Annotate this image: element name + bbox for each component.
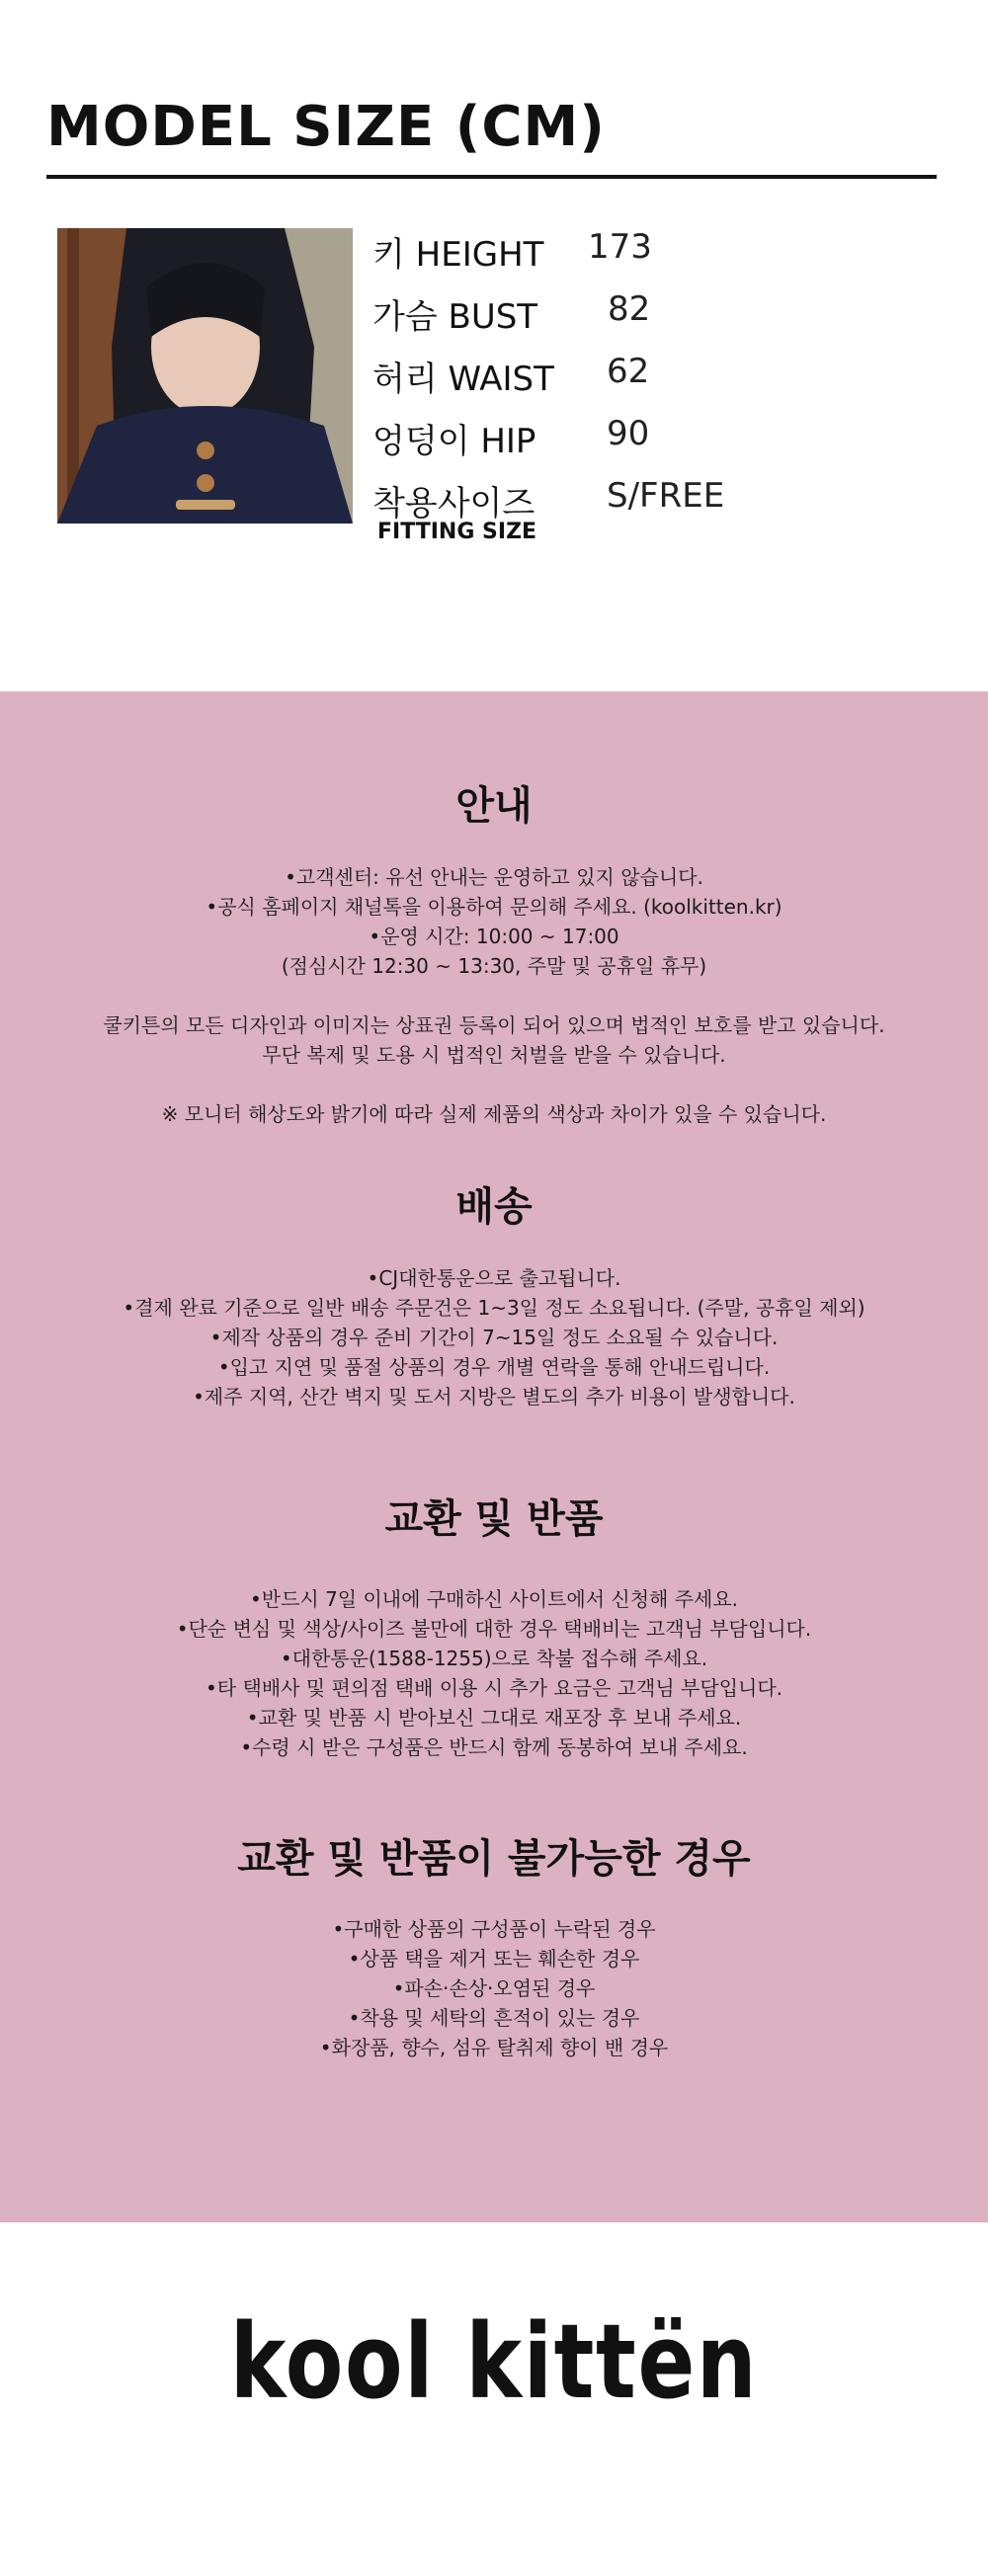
exchange-line: •대한통운(1588-1255)으로 착불 접수해 주세요. xyxy=(280,1647,708,1670)
unavailable-line: •구매한 상품의 구성품이 누락된 경우 xyxy=(332,1917,656,1941)
notice-line: 쿨키튼의 모든 디자인과 이미지는 상표권 등록이 되어 있으며 법적인 보호를 받고 있습니다. xyxy=(103,1013,885,1037)
size-sublabel: FITTING SIZE xyxy=(377,520,537,544)
size-label: 엉덩이 HIP xyxy=(372,422,536,461)
delivery-line: •CJ대한통운으로 출고됩니다. xyxy=(367,1266,621,1290)
notice-title: 안내 xyxy=(455,783,533,829)
delivery-line: •제작 상품의 경우 준비 기간이 7~15일 정도 소요될 수 있습니다. xyxy=(209,1326,779,1349)
notice-line: •운영 시간: 10:00 ~ 17:00 xyxy=(369,925,619,948)
size-label: 가슴 BUST xyxy=(372,297,538,337)
unavailable-line: •착용 및 세탁의 흔적이 있는 경우 xyxy=(348,2006,640,2030)
model-photo xyxy=(57,228,353,523)
size-label: 키 HEIGHT xyxy=(372,235,544,275)
unavailable-line: •파손·손상·오염된 경우 xyxy=(392,1976,596,2000)
size-value: 173 xyxy=(588,227,652,267)
delivery-line: •결제 완료 기준으로 일반 배송 주문건은 1~3일 정도 소요됩니다. (주말, 공휴일 제외) xyxy=(123,1296,865,1320)
brand-logo: kool kittën xyxy=(229,2301,759,2422)
size-label: 착용사이즈 xyxy=(372,484,535,523)
notice-line: 무단 복제 및 도용 시 법적인 처벌을 받을 수 있습니다. xyxy=(262,1043,726,1067)
unavailable-line: •상품 택을 제거 또는 훼손한 경우 xyxy=(348,1947,640,1971)
size-value: 62 xyxy=(607,352,650,391)
notice-line: •공식 홈페이지 채널톡을 이용하여 문의해 주세요. (koolkitten.kr) xyxy=(206,895,782,919)
exchange-line: •단순 변심 및 색상/사이즈 불만에 대한 경우 택배비는 고객님 부담입니다. xyxy=(176,1617,812,1641)
delivery-title: 배송 xyxy=(455,1184,533,1230)
exchange-line: •반드시 7일 이내에 구매하신 사이트에서 신청해 주세요. xyxy=(249,1587,739,1611)
exchange-title: 교환 및 반품 xyxy=(384,1496,604,1542)
delivery-line: •입고 지연 및 품절 상품의 경우 개별 연락을 통해 안내드립니다. xyxy=(217,1355,771,1379)
exchange-line: •교환 및 반품 시 받아보신 그대로 재포장 후 보내 주세요. xyxy=(246,1706,742,1730)
exchange-line: •타 택배사 및 편의점 택배 이용 시 추가 요금은 고객님 부담입니다. xyxy=(205,1676,783,1700)
notice-line: (점심시간 12:30 ~ 13:30, 주말 및 공휴일 휴무) xyxy=(281,954,707,978)
size-label: 허리 WAIST xyxy=(372,360,554,399)
info-section xyxy=(0,691,988,2222)
title-divider xyxy=(46,175,937,179)
size-value: 82 xyxy=(608,289,651,329)
notice-line: ※ 모니터 해상도와 밝기에 따라 실제 제품의 색상과 차이가 있을 수 있습니다. xyxy=(161,1102,827,1126)
unavailable-line: •화장품, 향수, 섬유 탈취제 향이 밴 경우 xyxy=(319,2036,669,2059)
size-value: 90 xyxy=(607,414,650,453)
notice-line: •고객센터: 유선 안내는 운영하고 있지 않습니다. xyxy=(285,865,703,889)
exchange-line: •수령 시 받은 구성품은 반드시 함께 동봉하여 보내 주세요. xyxy=(240,1735,748,1759)
size-value: S/FREE xyxy=(607,476,725,516)
delivery-line: •제주 지역, 산간 벽지 및 도서 지방은 별도의 추가 비용이 발생합니다. xyxy=(193,1385,795,1409)
unavailable-title: 교환 및 반품이 불가능한 경우 xyxy=(237,1836,751,1882)
model-size-title: MODEL SIZE (CM) xyxy=(46,95,606,159)
